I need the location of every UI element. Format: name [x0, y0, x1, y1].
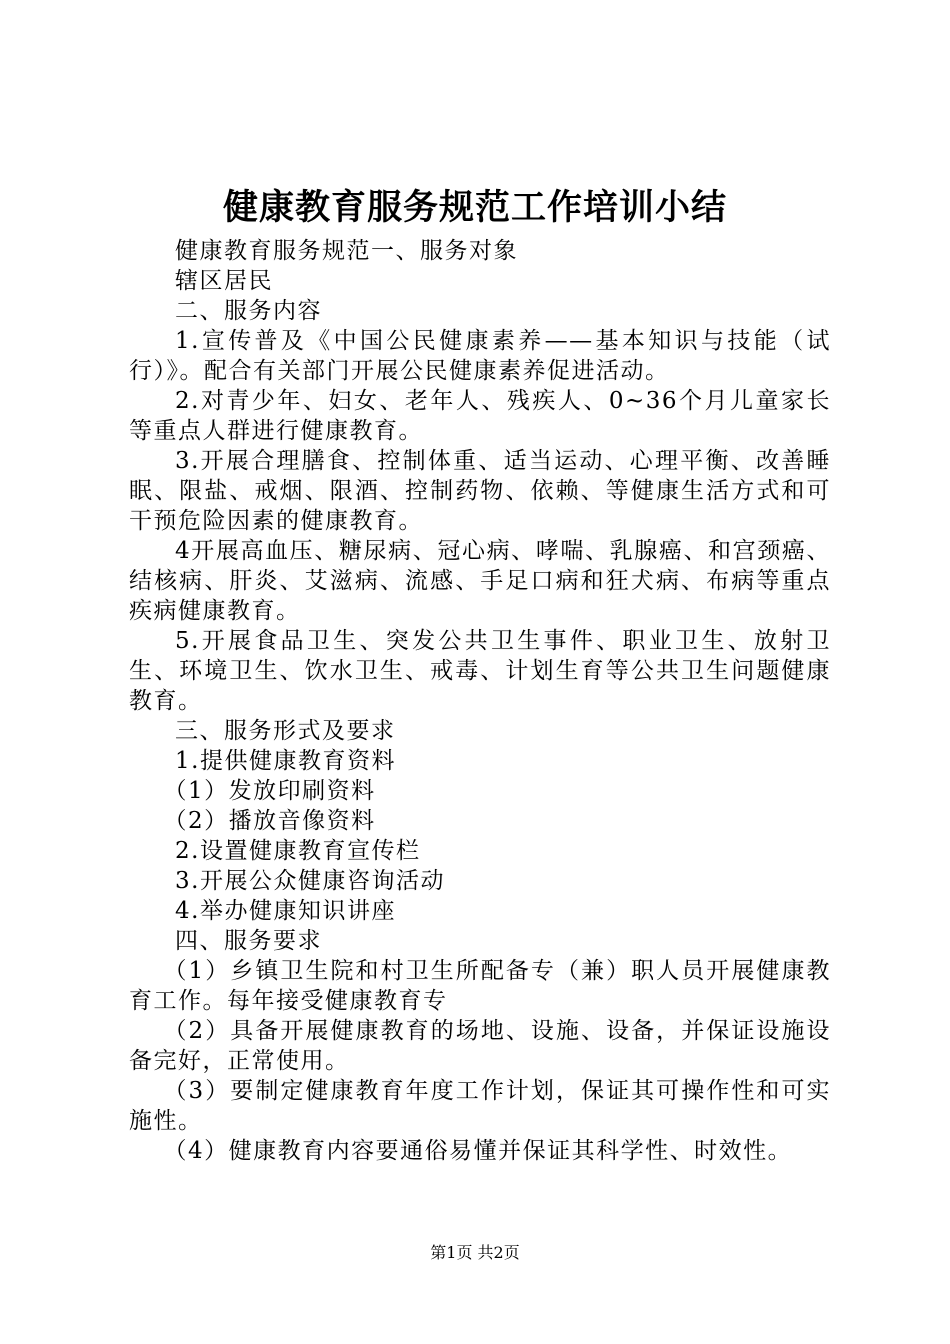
paragraph: 4开展高血压、糖尿病、冠心病、哮喘、乳腺癌、和宫颈癌、结核病、肝炎、艾滋病、流感、手足口病和狂犬病、布病等重点疾病健康教育。 — [129, 538, 831, 624]
paragraph: 4.举办健康知识讲座 — [175, 898, 396, 924]
section-heading: 四、服务要求 — [175, 928, 322, 954]
paragraph: （2）播放音像资料 — [163, 808, 376, 834]
paragraph: （1）乡镇卫生院和村卫生所配备专（兼）职人员开展健康教育工作。每年接受健康教育专 — [129, 958, 831, 1014]
paragraph: （4）健康教育内容要通俗易懂并保证其科学性、时效性。 — [163, 1138, 793, 1164]
document-title: 健康教育服务规范工作培训小结 — [222, 187, 727, 228]
paragraph: 辖区居民 — [175, 268, 273, 294]
page-number-footer: 第1页 共2页 — [430, 1243, 520, 1262]
paragraph: 3.开展合理膳食、控制体重、适当运动、心理平衡、改善睡眠、限盐、戒烟、限酒、控制药物、依赖、等健康生活方式和可干预危险因素的健康教育。 — [129, 448, 831, 534]
paragraph: 5.开展食品卫生、突发公共卫生事件、职业卫生、放射卫生、环境卫生、饮水卫生、戒毒、计划生育等公共卫生问题健康教育。 — [129, 628, 831, 714]
section-heading: 三、服务形式及要求 — [175, 718, 396, 744]
paragraph: （2）具备开展健康教育的场地、设施、设备，并保证设施设备完好，正常使用。 — [129, 1018, 831, 1074]
paragraph: 健康教育服务规范一、服务对象 — [175, 238, 518, 264]
paragraph: 1.宣传普及《中国公民健康素养——基本知识与技能（试行）》。配合有关部门开展公民健康素养促进活动。 — [129, 328, 831, 384]
paragraph: （3）要制定健康教育年度工作计划，保证其可操作性和可实施性。 — [129, 1078, 831, 1134]
paragraph: 1.提供健康教育资料 — [175, 748, 396, 774]
paragraph: 2.对青少年、妇女、老年人、残疾人、0~36个月儿童家长等重点人群进行健康教育。 — [129, 388, 831, 444]
document-body — [129, 236, 831, 1166]
paragraph: 2.设置健康教育宣传栏 — [175, 838, 421, 864]
section-heading: 二、服务内容 — [175, 298, 322, 324]
paragraph: 3.开展公众健康咨询活动 — [175, 868, 445, 894]
paragraph: （1）发放印刷资料 — [163, 778, 376, 804]
